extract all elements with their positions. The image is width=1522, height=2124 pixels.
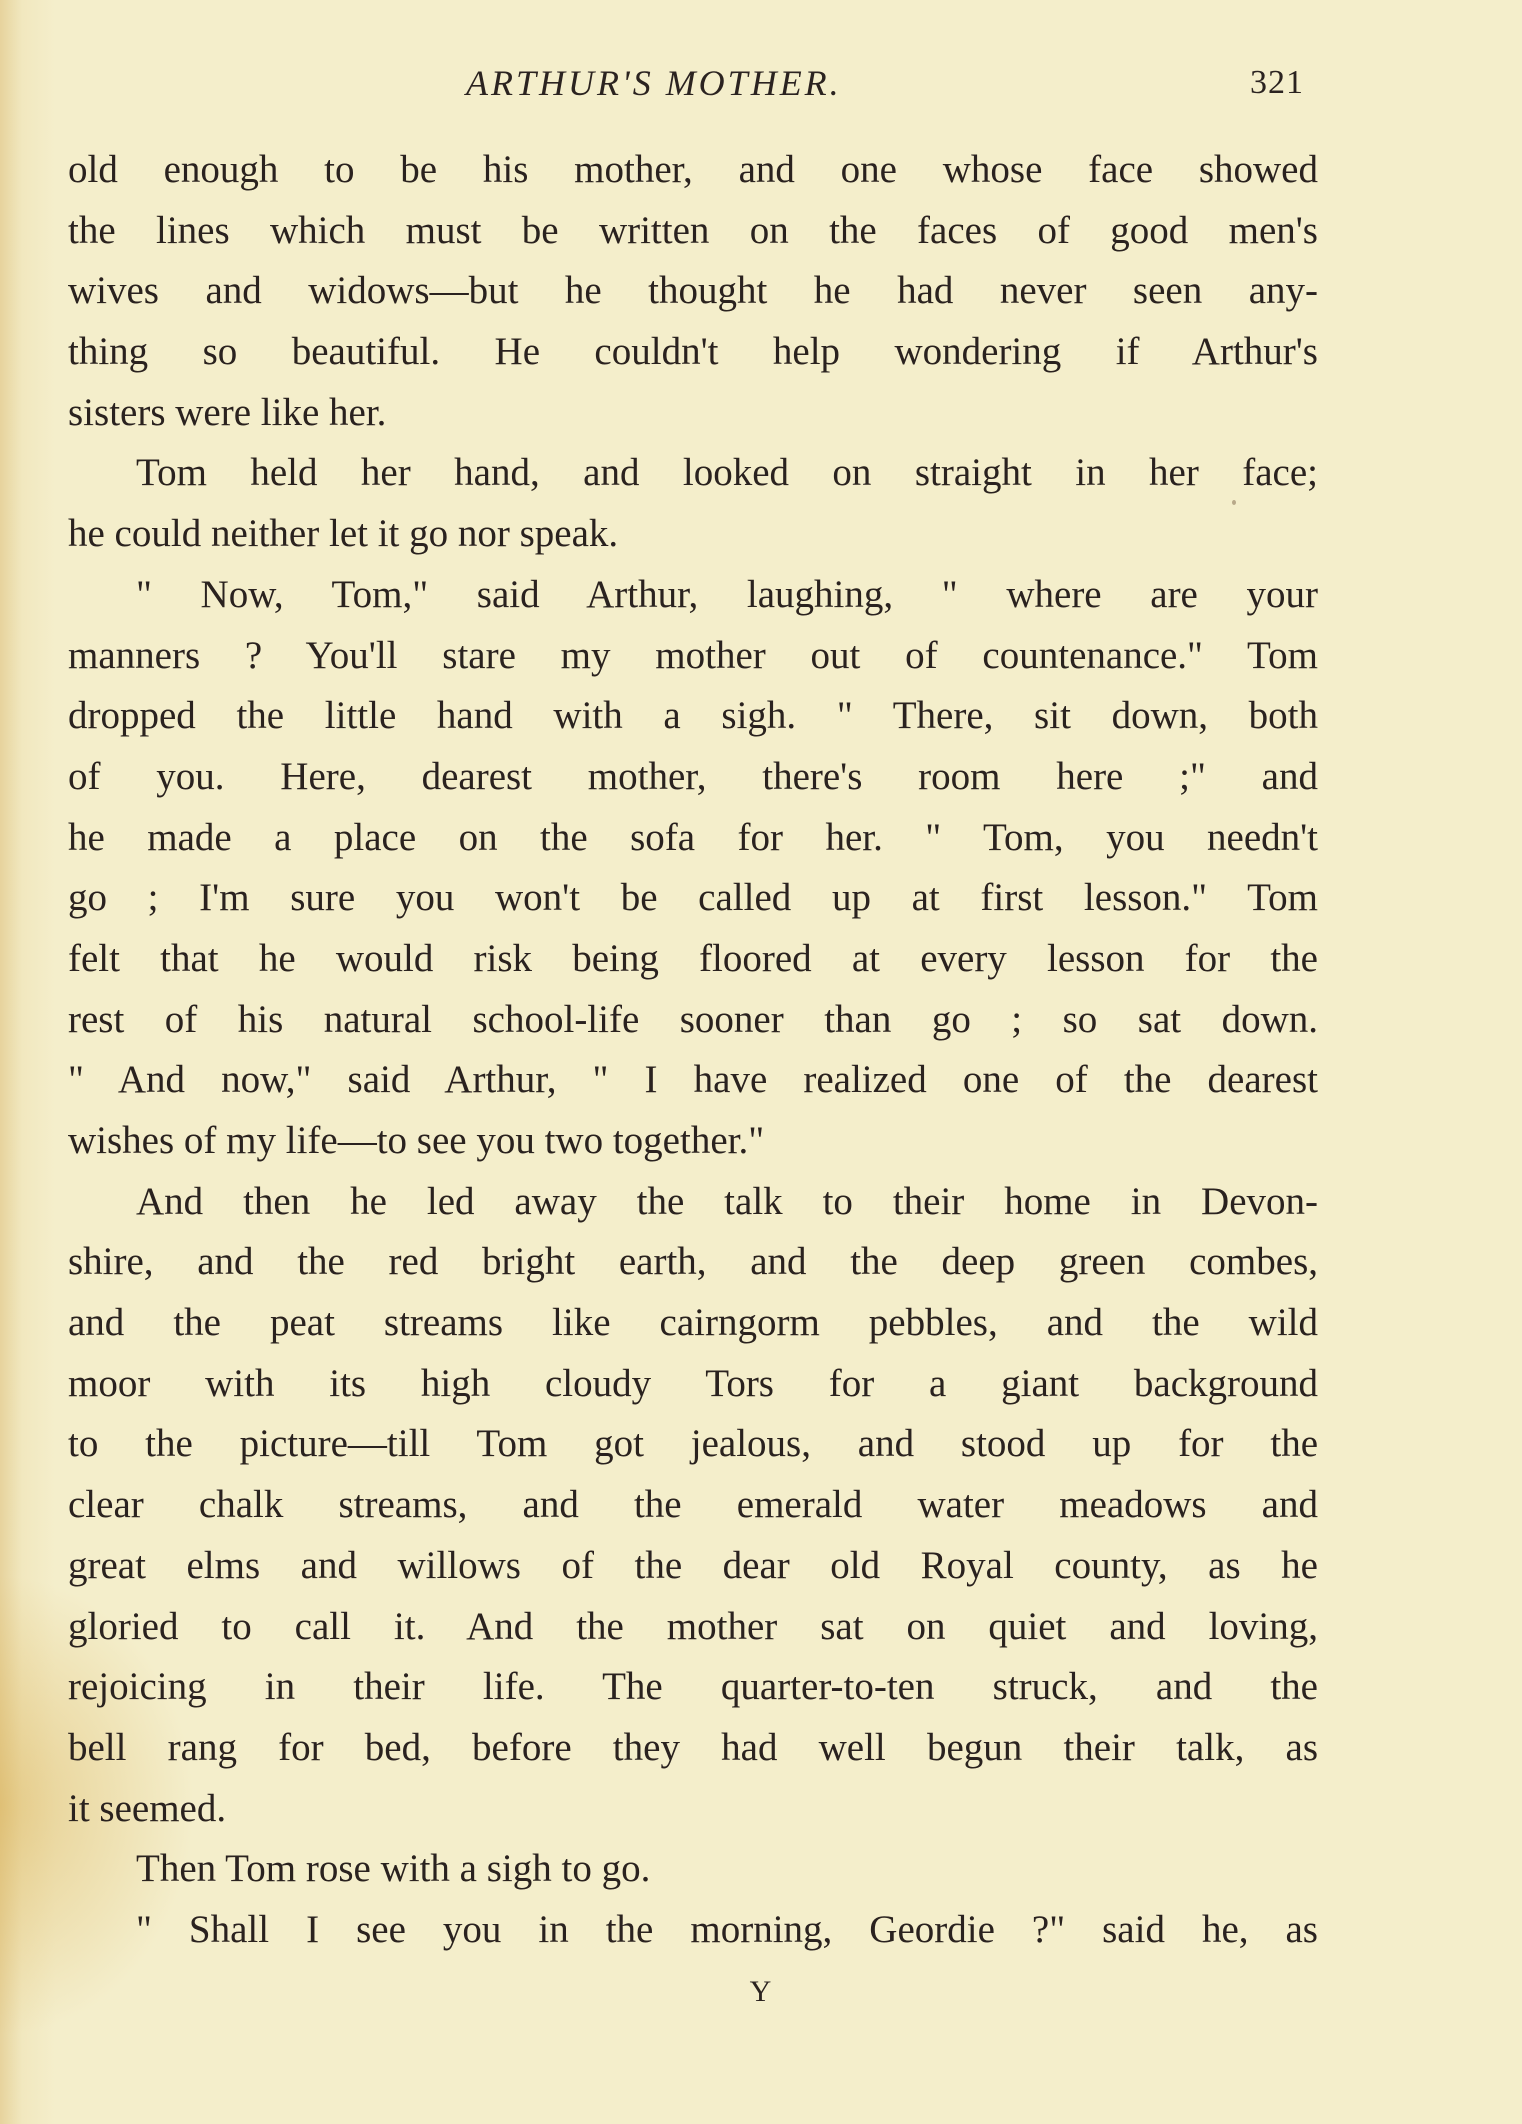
- paper-speck: [1232, 500, 1236, 505]
- text-line: sisters were like her.: [68, 390, 387, 434]
- text-line: Then Tom rose with a sigh to go.: [136, 1847, 651, 1891]
- text-line: the lines which must be written on the faces of good men's: [68, 208, 1318, 252]
- text-line: great elms and willows of the dear old Royal county, as he: [68, 1543, 1318, 1587]
- text-line: And then he led away the talk to their home in Devon-: [136, 1179, 1318, 1223]
- text-line: moor with its high cloudy Tors for a giant background: [68, 1361, 1318, 1405]
- text-line: clear chalk streams, and the emerald water meadows and: [68, 1483, 1318, 1527]
- text-line: of you. Here, dearest mother, there's room here ;" and: [68, 754, 1318, 798]
- running-head: [0, 62, 1522, 112]
- text-line: it seemed.: [68, 1786, 227, 1830]
- text-line: he could neither let it go nor speak.: [68, 512, 619, 556]
- text-line: to the picture—till Tom got jealous, and stood up for the: [68, 1422, 1318, 1466]
- text-line: rest of his natural school-life sooner than go ; so sat down.: [68, 997, 1318, 1041]
- signature-mark: Y: [749, 1975, 773, 2008]
- text-line: " Shall I see you in the morning, Geordie ?" said he, as: [136, 1907, 1318, 1951]
- text-line: he made a place on the sofa for her. " Tom, you needn't: [68, 815, 1318, 859]
- text-line: gloried to call it. And the mother sat on quiet and loving,: [68, 1604, 1318, 1648]
- text-line: shire, and the red bright earth, and the deep green combes,: [68, 1240, 1318, 1284]
- text-line: " Now, Tom," said Arthur, laughing, " where are your: [136, 572, 1318, 616]
- text-line: thing so beautiful. He couldn't help wondering if Arthur's: [68, 330, 1318, 374]
- text-line: manners ? You'll stare my mother out of countenance." Tom: [68, 633, 1318, 677]
- text-line: Tom held her hand, and looked on straight in her face;: [136, 451, 1318, 495]
- page-number: 321: [1250, 64, 1304, 101]
- text-line: " And now," said Arthur, " I have realized one of the dearest: [68, 1058, 1318, 1102]
- text-line: bell rang for bed, before they had well begun their talk, as: [68, 1725, 1318, 1769]
- body-text: [68, 140, 1318, 1961]
- text-line: felt that he would risk being floored at every lesson for the: [68, 936, 1318, 980]
- text-line: rejoicing in their life. The quarter-to-ten struck, and the: [68, 1665, 1318, 1709]
- running-title: ARTHUR'S MOTHER.: [466, 63, 842, 103]
- text-line: dropped the little hand with a sigh. " There, sit down, both: [68, 694, 1318, 738]
- text-line: go ; I'm sure you won't be called up at first lesson." Tom: [68, 876, 1318, 920]
- text-line: wives and widows—but he thought he had never seen any-: [68, 269, 1318, 313]
- text-line: old enough to be his mother, and one whose face showed: [68, 148, 1318, 191]
- text-line: wishes of my life—to see you two together.": [68, 1119, 765, 1162]
- text-line: and the peat streams like cairngorm pebbles, and the wild: [68, 1301, 1318, 1345]
